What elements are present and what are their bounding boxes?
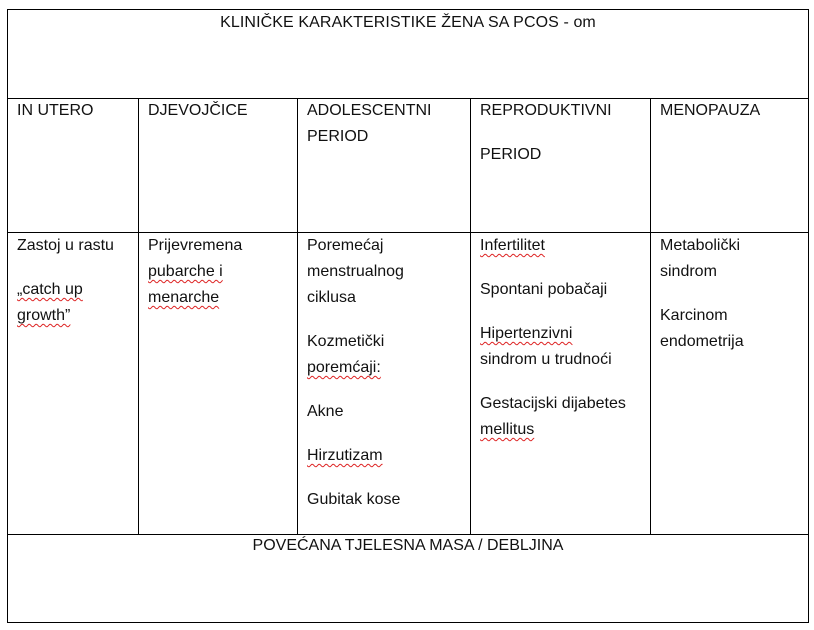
adolescentni-line6: Akne [307, 403, 344, 420]
header-menopauza-text: MENOPAUZA [660, 102, 761, 119]
reproduktivni-line1-text: Infertilitet [480, 237, 545, 254]
header-adolescentni [307, 98, 431, 150]
cell-menopauza [660, 233, 744, 355]
col-divider-4 [650, 98, 651, 534]
col-divider-1 [138, 98, 139, 534]
adolescentni-line5-text: poremćaji: [307, 359, 381, 376]
adolescentni-line7-text: Hirzutizam [307, 447, 383, 464]
pcos-table [7, 9, 809, 623]
in-utero-line1: Zastoj u rastu [17, 237, 114, 254]
reproduktivni-line5: Gestacijski dijabetes [480, 395, 626, 412]
reproduktivni-line3-text: Hipertenzivni [480, 325, 573, 342]
cell-reproduktivni [480, 233, 626, 443]
adolescentni-line2: menstrualnog [307, 263, 404, 280]
reproduktivni-line4: sindrom u trudnoći [480, 351, 612, 368]
col-divider-2 [297, 98, 298, 534]
header-reproduktivni [480, 98, 612, 168]
table-footer: POVEĆANA TJELESNA MASA / DEBLJINA [252, 537, 564, 554]
cell-djevojcice [148, 233, 242, 311]
reproduktivni-line6 [480, 417, 626, 443]
menopauza-line1: Metabolički [660, 237, 741, 254]
header-in-utero [17, 98, 93, 124]
djevojcice-line1: Prijevremena [148, 237, 243, 254]
djevojcice-line2-text: pubarche i [148, 263, 223, 280]
header-menopauza [660, 98, 760, 124]
cell-adolescentni [307, 233, 404, 513]
in-utero-line3 [17, 303, 114, 329]
menopauza-line3: Karcinom [660, 307, 728, 324]
in-utero-line2 [17, 277, 114, 303]
table-title: KLINIČKE KARAKTERISTIKE ŽENA SA PCOS - om [220, 14, 596, 31]
adolescentni-line8: Gubitak kose [307, 491, 401, 508]
in-utero-line2-text: „catch up [17, 281, 83, 298]
menopauza-line4: endometrija [660, 333, 744, 350]
adolescentni-line7 [307, 443, 404, 469]
adolescentni-line4: Kozmetički [307, 333, 385, 350]
adolescentni-line5 [307, 355, 404, 381]
adolescentni-line1: Poremećaj [307, 237, 384, 254]
reproduktivni-line6-text: mellitus [480, 421, 535, 438]
djevojcice-line3-text: menarche [148, 289, 220, 306]
header-djevojcice-text: DJEVOJČICE [148, 102, 248, 119]
djevojcice-line3 [148, 285, 242, 311]
header-in-utero-text: IN UTERO [17, 102, 94, 119]
menopauza-line2: sindrom [660, 263, 717, 280]
header-reproduktivni-line2: PERIOD [480, 146, 542, 163]
adolescentni-line3: ciklusa [307, 289, 356, 306]
in-utero-line3-text: growth” [17, 307, 71, 324]
reproduktivni-line3 [480, 321, 626, 347]
header-djevojcice [148, 98, 248, 124]
header-adolescentni-line1: ADOLESCENTNI [307, 102, 432, 119]
header-reproduktivni-line1: REPRODUKTIVNI [480, 102, 612, 119]
reproduktivni-line2: Spontani pobačaji [480, 281, 608, 298]
reproduktivni-line1 [480, 233, 626, 259]
row-divider-footer [8, 534, 808, 535]
header-adolescentni-line2: PERIOD [307, 128, 369, 145]
cell-in-utero [17, 233, 114, 329]
col-divider-3 [470, 98, 471, 534]
djevojcice-line2 [148, 259, 242, 285]
